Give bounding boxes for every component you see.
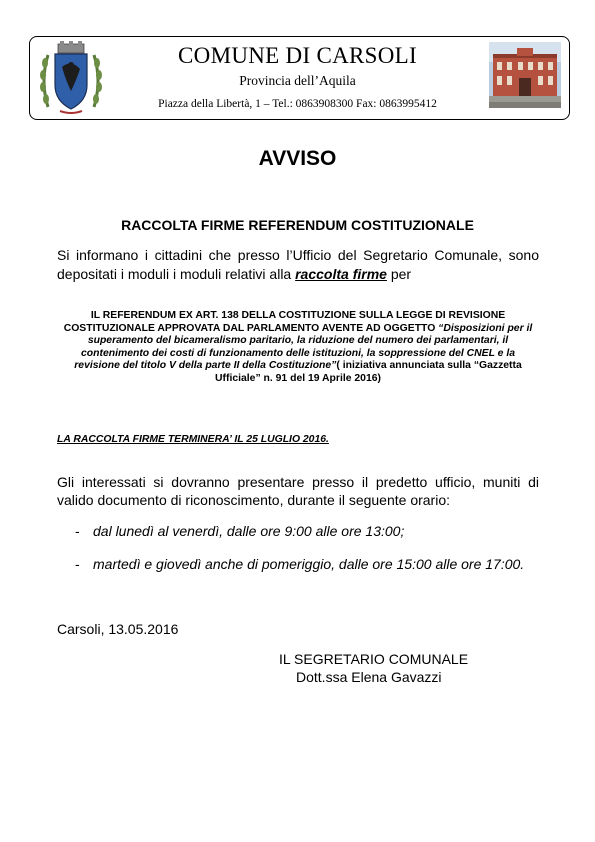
town-hall-photo [489, 42, 561, 108]
signature-title: IL SEGRETARIO COMUNALE [279, 651, 469, 667]
notice-heading: RACCOLTA FIRME REFERENDUM COSTITUZIONALE [121, 217, 474, 233]
raccolta-firme-emphasis: raccolta firme [295, 266, 387, 282]
signature-name: Dott.ssa Elena Gavazzi [296, 669, 442, 685]
schedule-item: dal lunedì al venerdì, dalle ore 9:00 alle ore 13:00; [93, 523, 405, 539]
referendum-subject-italic: “Disposizioni per il superamento del bicameralismo paritario, la riduzione del numero dei parlamentari, il contenimento dei costi di funzionamento delle istituzioni, la soppressione del CNEL e la revisione del titolo V della parte II della Costituzione” [74, 322, 533, 372]
intro-text-2b: per [386, 266, 412, 282]
municipal-crest-logo [38, 41, 104, 115]
intro-text-2a: depositati i moduli i moduli relativi alla [57, 266, 296, 282]
intro-line-2 [57, 266, 411, 282]
notice-title: AVVISO [258, 147, 337, 170]
intro-text-1: Si informano i cittadini che presso l’Ufficio del Segretario Comunale, sono [57, 247, 539, 263]
schedule-bullet: - [75, 523, 80, 539]
province-name: Provincia dell’Aquila [239, 73, 356, 88]
schedule-bullet: - [75, 556, 80, 572]
schedule-item: martedì e giovedì anche di pomeriggio, dalle ore 15:00 alle ore 17:00. [93, 556, 525, 572]
municipality-name: COMUNE DI CARSOLI [178, 43, 417, 68]
deadline-notice: LA RACCOLTA FIRME TERMINERA’ IL 25 LUGLIO 2016. [57, 434, 329, 445]
referendum-description [60, 310, 536, 386]
instructions-line-1 [57, 474, 539, 490]
letterhead [29, 36, 570, 120]
referendum-text-b: ( iniziativa annunciata sulla “Gazzetta Ufficiale” n. 91 del 19 Aprile 2016) [215, 360, 522, 384]
instructions-line-2: valido documento di riconoscimento, durante il seguente orario: [57, 492, 451, 508]
instructions-text-1: Gli interessati si dovranno presentare presso il predetto ufficio, muniti di [57, 474, 539, 490]
place-date: Carsoli, 13.05.2016 [57, 621, 179, 637]
contact-address: Piazza della Libertà, 1 – Tel.: 0863908300 Fax: 0863995412 [158, 98, 437, 110]
intro-line-1 [57, 247, 539, 263]
referendum-text-a: IL REFERENDUM EX ART. 138 DELLA COSTITUZIONE SULLA LEGGE DI REVISIONE COSTITUZIONALE APPROVATA DAL PARLAMENTO AVENTE AD OGGETTO [63, 310, 506, 334]
